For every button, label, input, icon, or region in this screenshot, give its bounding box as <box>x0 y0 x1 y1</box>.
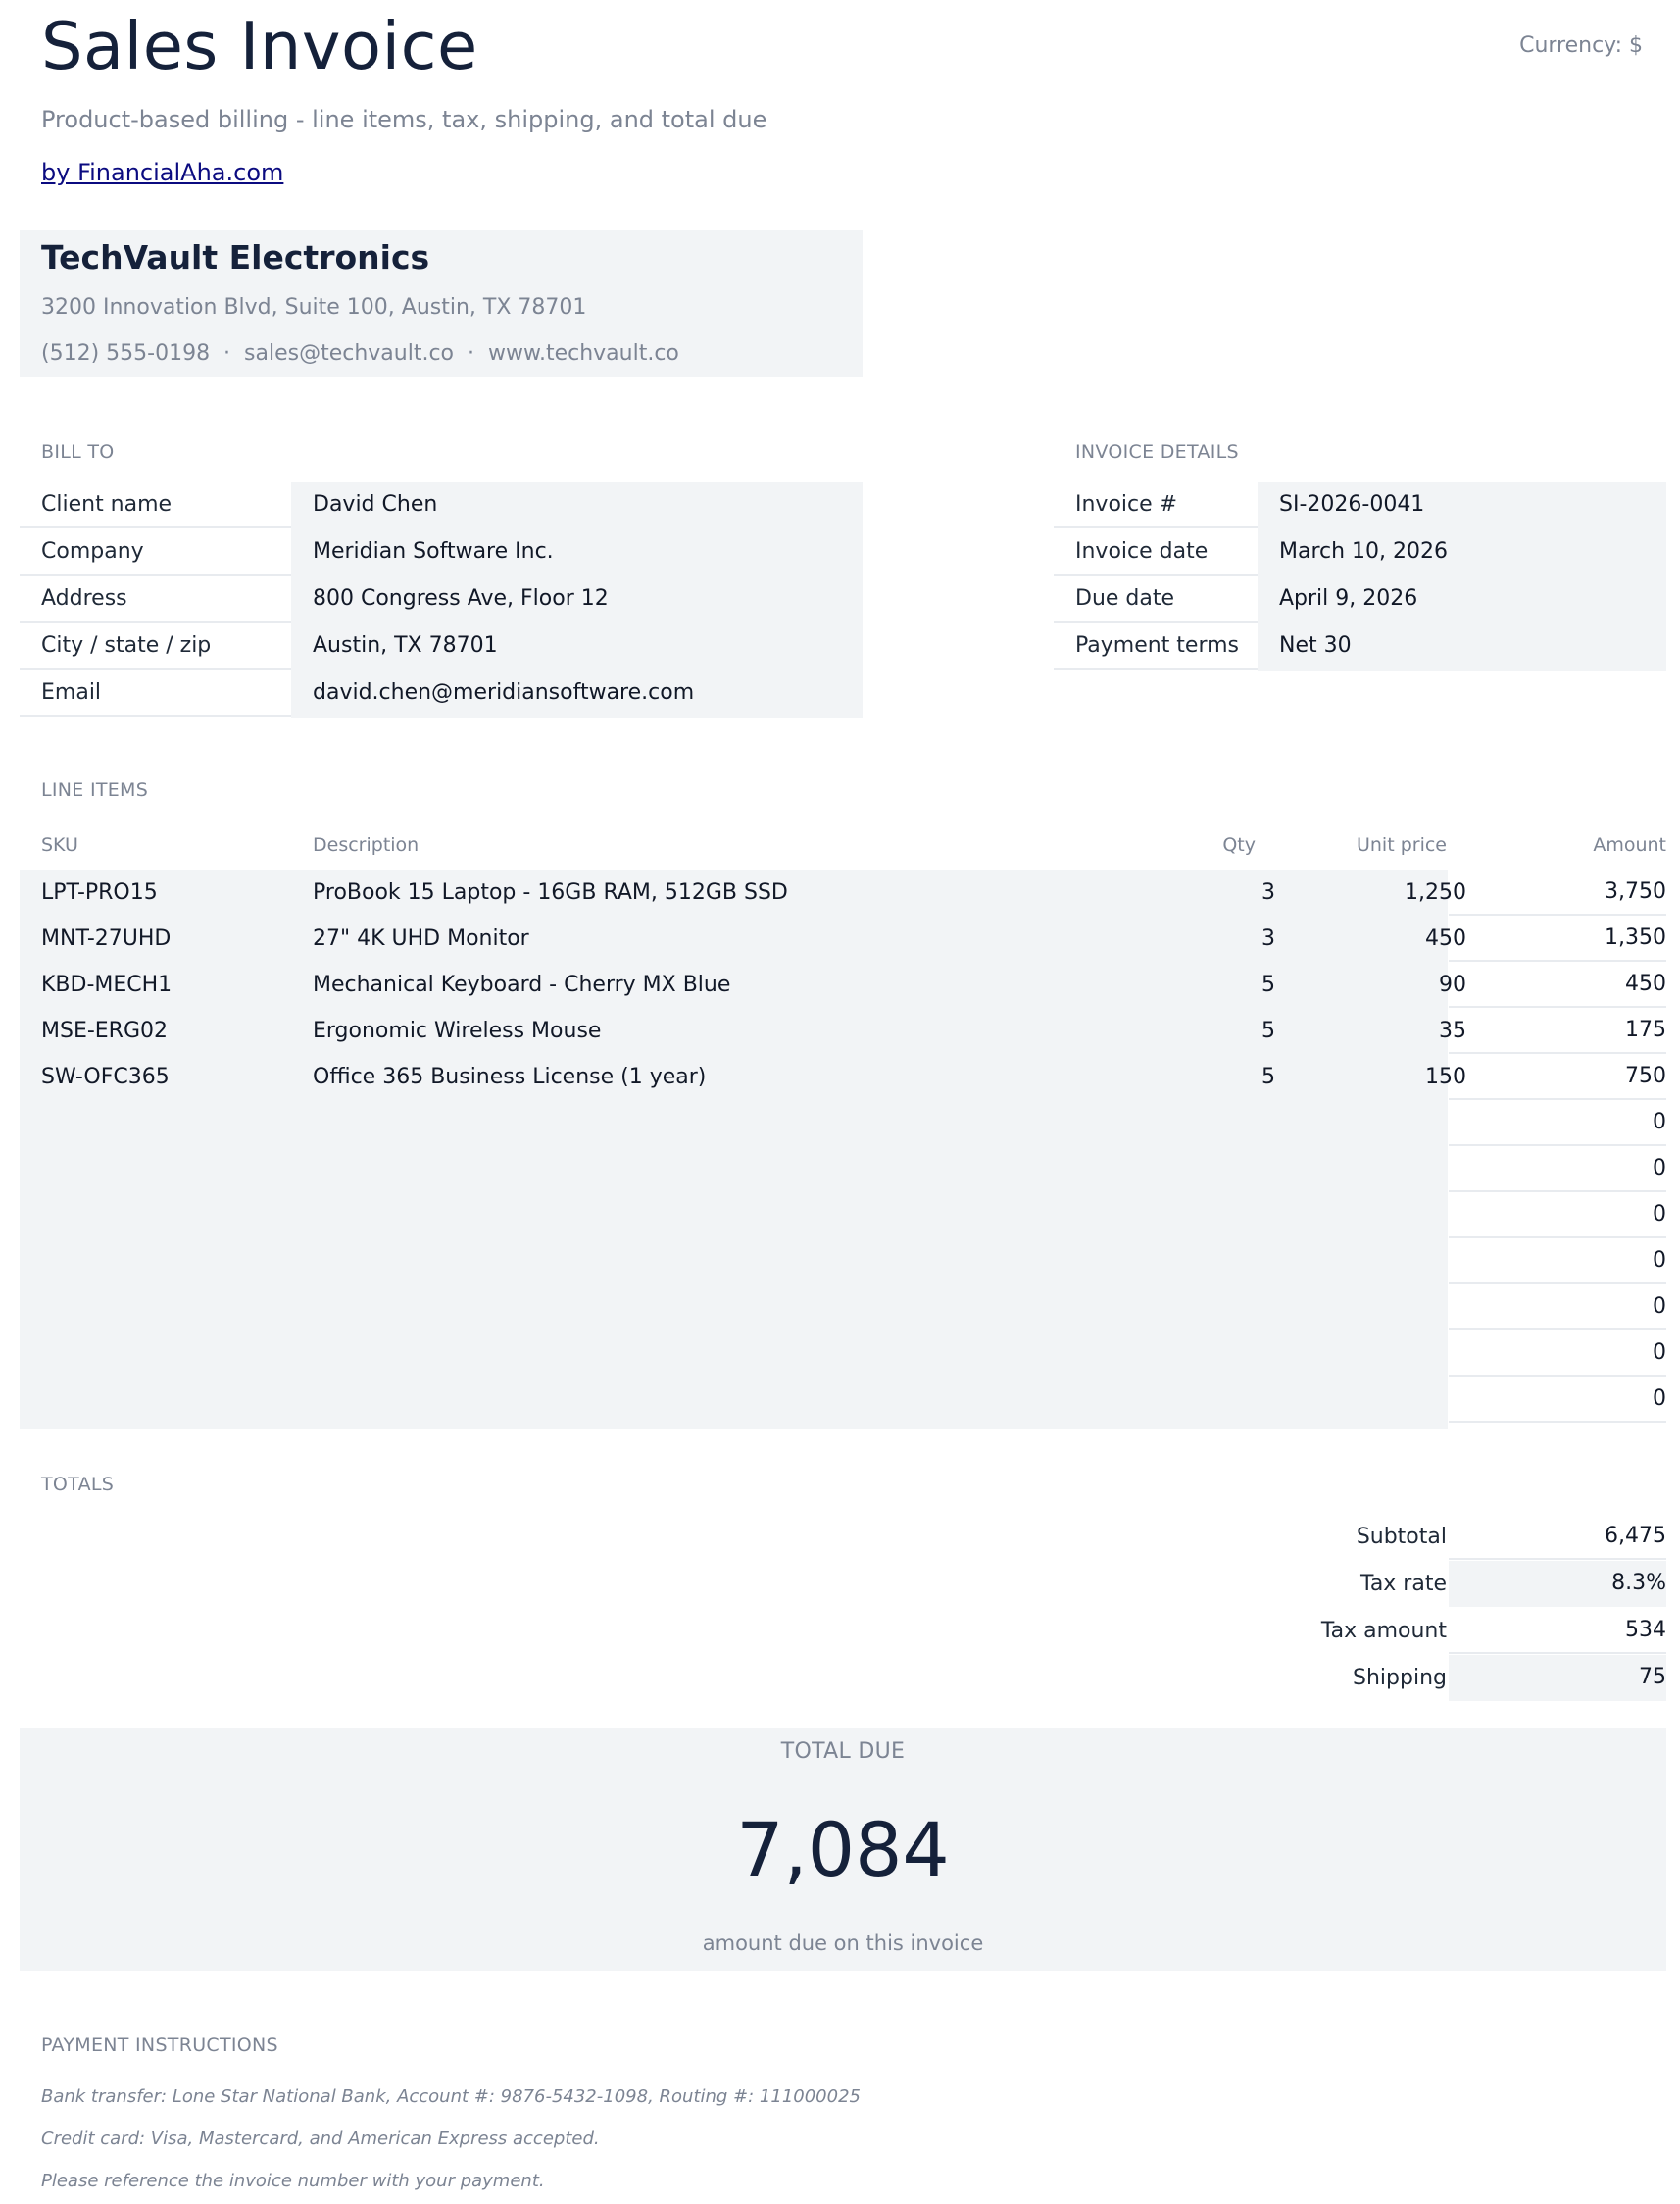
qty-cell[interactable]: 5 <box>1261 973 1275 997</box>
bill-to-label: BILL TO <box>41 441 115 463</box>
bill-to-key: Address <box>20 576 291 623</box>
invoice-number-field[interactable]: SI-2026-0041 <box>1258 482 1666 529</box>
amount-cell: 1,350 <box>1449 916 1666 962</box>
amount-cell: 3,750 <box>1449 870 1666 916</box>
invoice-details-key: Invoice # <box>1054 482 1258 528</box>
totals-label: TOTALS <box>41 1474 115 1495</box>
amount-header: Amount <box>1593 834 1666 856</box>
unit-price-cell[interactable]: 150 <box>1425 1065 1466 1089</box>
unit-price-header: Unit price <box>1356 834 1447 856</box>
description-cell[interactable]: Office 365 Business License (1 year) <box>313 1065 707 1089</box>
invoice-details-row <box>1054 482 1666 529</box>
description-cell[interactable]: ProBook 15 Laptop - 16GB RAM, 512GB SSD <box>313 880 788 905</box>
amount-cell: 750 <box>1449 1054 1666 1100</box>
sku-cell[interactable]: SW-OFC365 <box>41 1065 170 1089</box>
bill-to-key: Email <box>20 671 291 717</box>
tax-amount-label: Tax amount <box>1320 1619 1447 1643</box>
line-items-label: LINE ITEMS <box>41 779 149 801</box>
tax-rate-label: Tax rate <box>1360 1572 1447 1596</box>
company-name: TechVault Electronics <box>41 238 430 276</box>
company-card <box>20 230 863 377</box>
address-field[interactable]: 800 Congress Ave, Floor 12 <box>291 576 863 624</box>
tax-amount-value: 534 <box>1449 1608 1666 1654</box>
unit-price-cell[interactable]: 1,250 <box>1405 880 1466 905</box>
invoice-details-key: Invoice date <box>1054 529 1258 576</box>
qty-header: Qty <box>1222 834 1256 856</box>
invoice-date-field[interactable]: March 10, 2026 <box>1258 529 1666 576</box>
unit-price-cell[interactable]: 90 <box>1439 973 1466 997</box>
table-row <box>20 1054 1666 1100</box>
invoice-details-key: Due date <box>1054 576 1258 623</box>
page-title: Sales Invoice <box>41 8 478 84</box>
amount-cell: 0 <box>1449 1330 1666 1377</box>
amount-cell: 450 <box>1449 962 1666 1008</box>
amount-cell: 175 <box>1449 1008 1666 1054</box>
amount-cell: 0 <box>1449 1192 1666 1238</box>
total-due-label: TOTAL DUE <box>780 1739 906 1764</box>
amount-cell: 0 <box>1449 1284 1666 1330</box>
company-field[interactable]: Meridian Software Inc. <box>291 529 863 576</box>
qty-cell[interactable]: 5 <box>1261 1019 1275 1043</box>
city-state-zip-field[interactable]: Austin, TX 78701 <box>291 624 863 671</box>
due-date-field[interactable]: April 9, 2026 <box>1258 576 1666 624</box>
qty-cell[interactable]: 3 <box>1261 927 1275 951</box>
bill-to-key: City / state / zip <box>20 624 291 670</box>
sku-cell[interactable]: MSE-ERG02 <box>41 1019 169 1043</box>
invoice-details-row <box>1054 624 1666 671</box>
amount-cell: 0 <box>1449 1100 1666 1146</box>
sku-cell[interactable]: KBD-MECH1 <box>41 973 173 997</box>
email-field[interactable]: david.chen@meridiansoftware.com <box>291 671 863 718</box>
unit-price-cell[interactable]: 450 <box>1425 927 1466 951</box>
invoice-details-row <box>1054 576 1666 624</box>
subtotal-value: 6,475 <box>1449 1514 1666 1560</box>
description-cell[interactable]: Mechanical Keyboard - Cherry MX Blue <box>313 973 731 997</box>
invoice-details-label: INVOICE DETAILS <box>1075 441 1239 463</box>
tax-rate-field[interactable]: 8.3% <box>1449 1561 1666 1607</box>
payment-instruction-line: Bank transfer: Lone Star National Bank, Account #: 9876-5432-1098, Routing #: 111000025 <box>41 2086 861 2107</box>
client-name-field[interactable]: David Chen <box>291 482 863 529</box>
bill-to-row <box>20 529 863 576</box>
bill-to-key: Client name <box>20 482 291 528</box>
amount-cell: 0 <box>1449 1146 1666 1192</box>
bill-to-row <box>20 624 863 671</box>
invoice-details-key: Payment terms <box>1054 624 1258 670</box>
amount-cell: 0 <box>1449 1238 1666 1284</box>
table-row <box>20 916 1666 962</box>
currency-label: Currency: $ <box>1519 33 1643 58</box>
bill-to-key: Company <box>20 529 291 576</box>
sku-cell[interactable]: MNT-27UHD <box>41 927 172 951</box>
company-contact: (512) 555-0198 · sales@techvault.co · www.techvault.co <box>41 341 679 366</box>
qty-cell[interactable]: 3 <box>1261 880 1275 905</box>
page-subtitle: Product-based billing - line items, tax, shipping, and total due <box>41 106 767 133</box>
total-due-card <box>20 1728 1666 1971</box>
payment-instructions-label: PAYMENT INSTRUCTIONS <box>41 2034 278 2056</box>
shipping-label: Shipping <box>1353 1666 1447 1690</box>
amount-cell: 0 <box>1449 1377 1666 1423</box>
financialaha-link[interactable]: by FinancialAha.com <box>41 159 284 186</box>
bill-to-row <box>20 576 863 624</box>
description-cell[interactable]: 27" 4K UHD Monitor <box>313 927 529 951</box>
invoice-details-row <box>1054 529 1666 576</box>
bill-to-row <box>20 482 863 529</box>
sku-cell[interactable]: LPT-PRO15 <box>41 880 158 905</box>
unit-price-cell[interactable]: 35 <box>1439 1019 1466 1043</box>
description-header: Description <box>313 834 420 856</box>
table-row <box>20 870 1666 916</box>
shipping-field[interactable]: 75 <box>1449 1655 1666 1701</box>
description-cell[interactable]: Ergonomic Wireless Mouse <box>313 1019 602 1043</box>
total-due-caption: amount due on this invoice <box>702 1931 984 1955</box>
subtotal-label: Subtotal <box>1356 1525 1447 1549</box>
table-row <box>20 962 1666 1008</box>
table-row <box>20 1008 1666 1054</box>
bill-to-row <box>20 671 863 718</box>
sku-header: SKU <box>41 834 78 856</box>
total-due-value: 7,084 <box>736 1806 950 1893</box>
payment-instruction-line: Credit card: Visa, Mastercard, and American Express accepted. <box>41 2129 600 2149</box>
qty-cell[interactable]: 5 <box>1261 1065 1275 1089</box>
company-address: 3200 Innovation Blvd, Suite 100, Austin, TX 78701 <box>41 295 587 320</box>
payment-terms-field[interactable]: Net 30 <box>1258 624 1666 671</box>
payment-instruction-line: Please reference the invoice number with your payment. <box>41 2171 545 2191</box>
